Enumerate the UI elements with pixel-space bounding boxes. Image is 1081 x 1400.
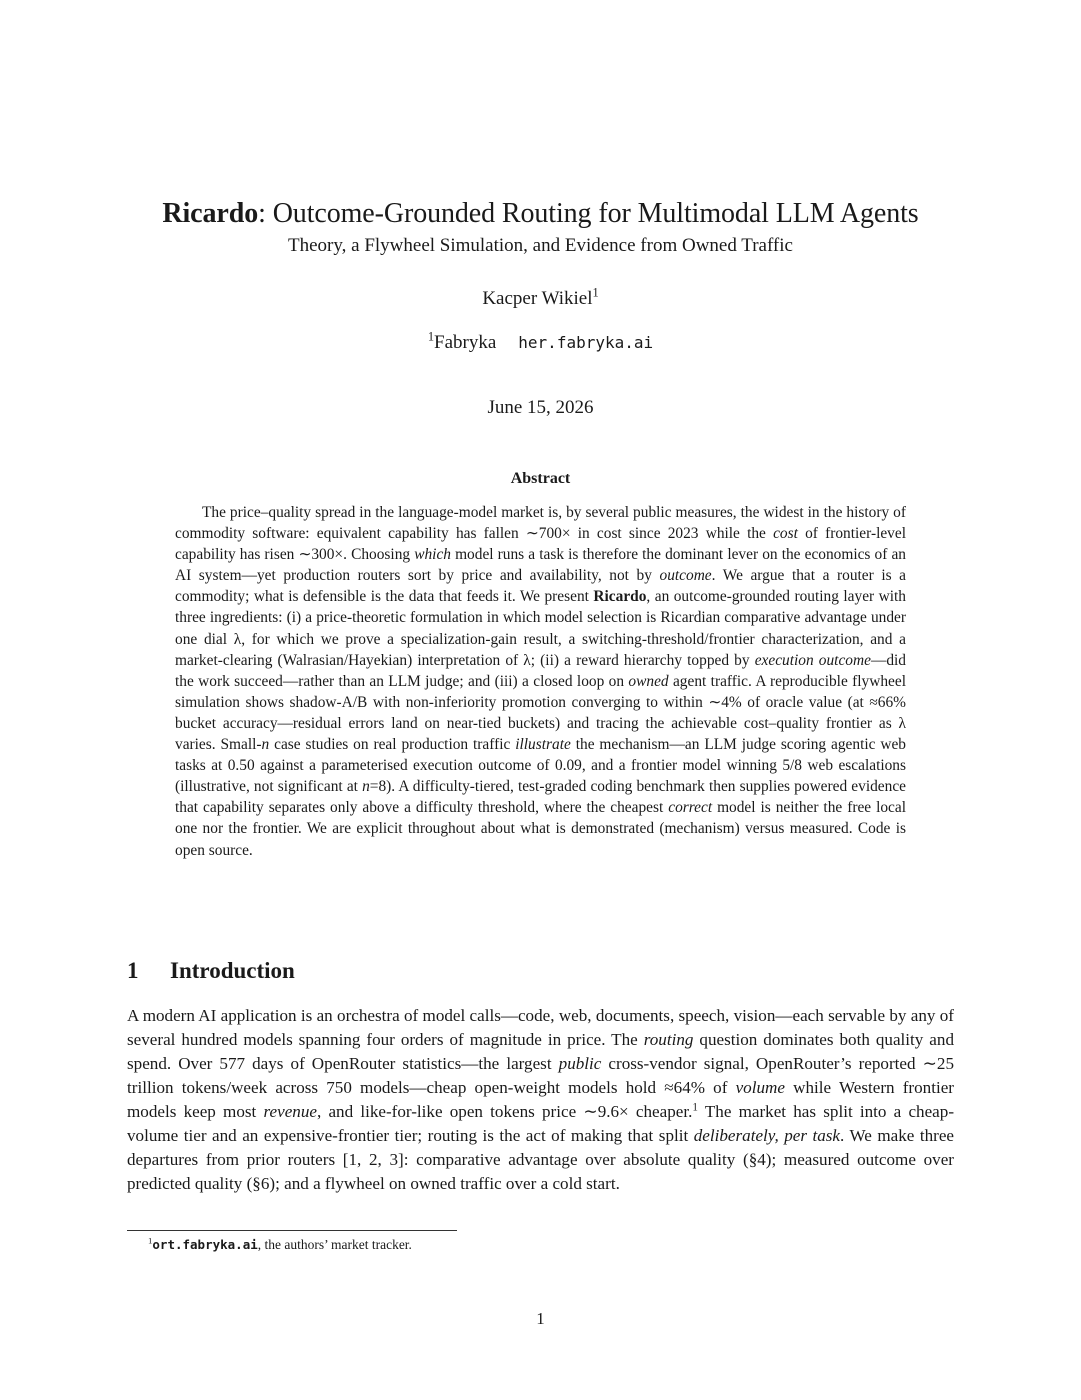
paper-subtitle: Theory, a Flywheel Simulation, and Evidence from Owned Traffic <box>288 235 793 256</box>
affiliation-mark: 1 <box>427 329 435 344</box>
intro-run: , and like-for-like open tokens price ∼9.6× cheaper. <box>316 1102 693 1121</box>
abstract-run: the mechanism—an LLM judge scoring agentic web tasks at 0.50 against a parameterised execution outcome of 0.09, and a frontier model winning 5/8 web escalations (illustrative, not significant at <box>175 736 907 796</box>
abstract-run: =8). A difficulty-tiered, test-graded coding benchmark then supplies powered evidence that capability separates only above a difficulty threshold, where the cheapest <box>175 778 906 817</box>
abstract-emph: execution outcome <box>754 651 871 669</box>
abstract-run: , an outcome-grounded routing layer with three ingredients: (i) a price-theoretic formulation in which model selection is Ricardian comparative advantage under one dial λ, for which we prove a specialization-gain result, a switching-threshold/frontier characterization, and a market-clearing (Walrasian/Hayekian) interpretation of λ; (ii) a reward hierarchy topped by <box>175 588 906 669</box>
intro-emph: deliberately, per task <box>693 1126 841 1145</box>
abstract-heading: Abstract <box>510 470 571 487</box>
author-mark: 1 <box>592 285 599 300</box>
abstract-emph: illustrate <box>515 736 571 754</box>
page-number: 1 <box>536 1309 545 1328</box>
paper-date: June 15, 2026 <box>487 397 594 418</box>
abstract-text <box>175 502 906 861</box>
footnote-text: , the authors’ market tracker. <box>257 1237 412 1252</box>
intro-run: question dominates both quality and spend. Over 577 days of OpenRouter statistics—the largest <box>127 1030 954 1073</box>
abstract-strong: Ricardo <box>593 588 647 606</box>
author-line <box>0 287 1081 311</box>
title-rest: : Outcome-Grounded Routing for Multimodal LLM Agents <box>258 198 919 229</box>
section-title: Introduction <box>170 958 295 983</box>
abstract-emph: outcome <box>659 567 712 585</box>
intro-emph: revenue <box>263 1102 317 1121</box>
footnote-site[interactable]: ort.fabryka.ai <box>152 1237 258 1252</box>
footnote-divider <box>127 1230 457 1231</box>
title-name: Ricardo <box>162 198 259 229</box>
abstract-run: . We argue that a router is a commodity; what is defensible is the data that feeds it. We present <box>175 567 906 606</box>
abstract-run: The price–quality spread in the language-model market is, by several public measures, the widest in the history of commodity software: equivalent capability has fallen ∼700× in cost since 2023 while the <box>175 504 906 543</box>
intro-emph: routing <box>643 1030 694 1049</box>
abstract-emph: cost <box>773 525 798 543</box>
footnote-mark: 1 <box>148 1235 153 1246</box>
intro-run: while Western frontier models keep most <box>127 1078 955 1121</box>
intro-emph: public <box>558 1054 602 1073</box>
affiliation-site: her.fabryka.ai <box>518 333 654 352</box>
abstract-emph: n <box>362 778 370 796</box>
abstract-run: —did the work succeed—rather than an LLM judge; and (iii) a closed loop on <box>175 651 906 690</box>
intro-emph: volume <box>735 1078 785 1097</box>
paper-title <box>0 196 1081 232</box>
intro-run: A modern AI application is an orchestra of model calls—code, web, documents, speech, vision—each servable by any of several hundred models spanning four orders of magnitude in price. The <box>127 1006 954 1049</box>
abstract-run: model runs a task is therefore the dominant lever on the economics of an AI system—yet production routers sort by price and availability, not by <box>175 546 906 585</box>
author-name: Kacper Wikiel <box>482 288 593 309</box>
intro-run: The market has split into a cheap-volume tier and an expensive-frontier tier; routing is the act of making that split <box>127 1102 955 1145</box>
intro-run: . We make three departures from prior routers [1, 2, 3]: comparative advantage over absolute quality (§4); measured outcome over predicted quality (§6); and a flywheel on owned traffic over a cold start. <box>127 1126 954 1193</box>
abstract-run: agent traffic. A reproducible flywheel simulation shows shadow-A/B with non-inferiority promotion converging to within ∼4% of oracle value (at ≈66% bucket accuracy—residual errors land on near-tied buckets) and tracing the achievable cost–quality frontier as λ varies. Small- <box>175 672 906 754</box>
abstract-emph: n <box>261 736 270 754</box>
intro-run: cross-vendor signal, OpenRouter’s reported ∼25 trillion tokens/week across 750 models—cheap open-weight models hold ≈64% of <box>127 1054 954 1097</box>
footnote <box>148 1236 412 1254</box>
intro-paragraph <box>127 1004 954 1196</box>
section-heading <box>127 956 295 986</box>
affiliation-line <box>0 331 1081 355</box>
footnote-ref[interactable]: 1 <box>692 1101 698 1114</box>
abstract-emph: which <box>414 546 451 564</box>
affiliation-org: Fabryka <box>434 332 497 353</box>
abstract-run: of frontier-level capability has risen ∼300×. Choosing <box>175 525 906 564</box>
section-number: 1 <box>127 958 139 983</box>
abstract-run: case studies on real production traffic <box>269 736 516 754</box>
abstract-emph: owned <box>628 672 669 690</box>
abstract-run: model is neither the free local one nor the frontier. We are explicit throughout about what is demonstrated (mechanism) versus measured. Code is open source. <box>175 799 906 859</box>
abstract-emph: correct <box>668 799 713 817</box>
